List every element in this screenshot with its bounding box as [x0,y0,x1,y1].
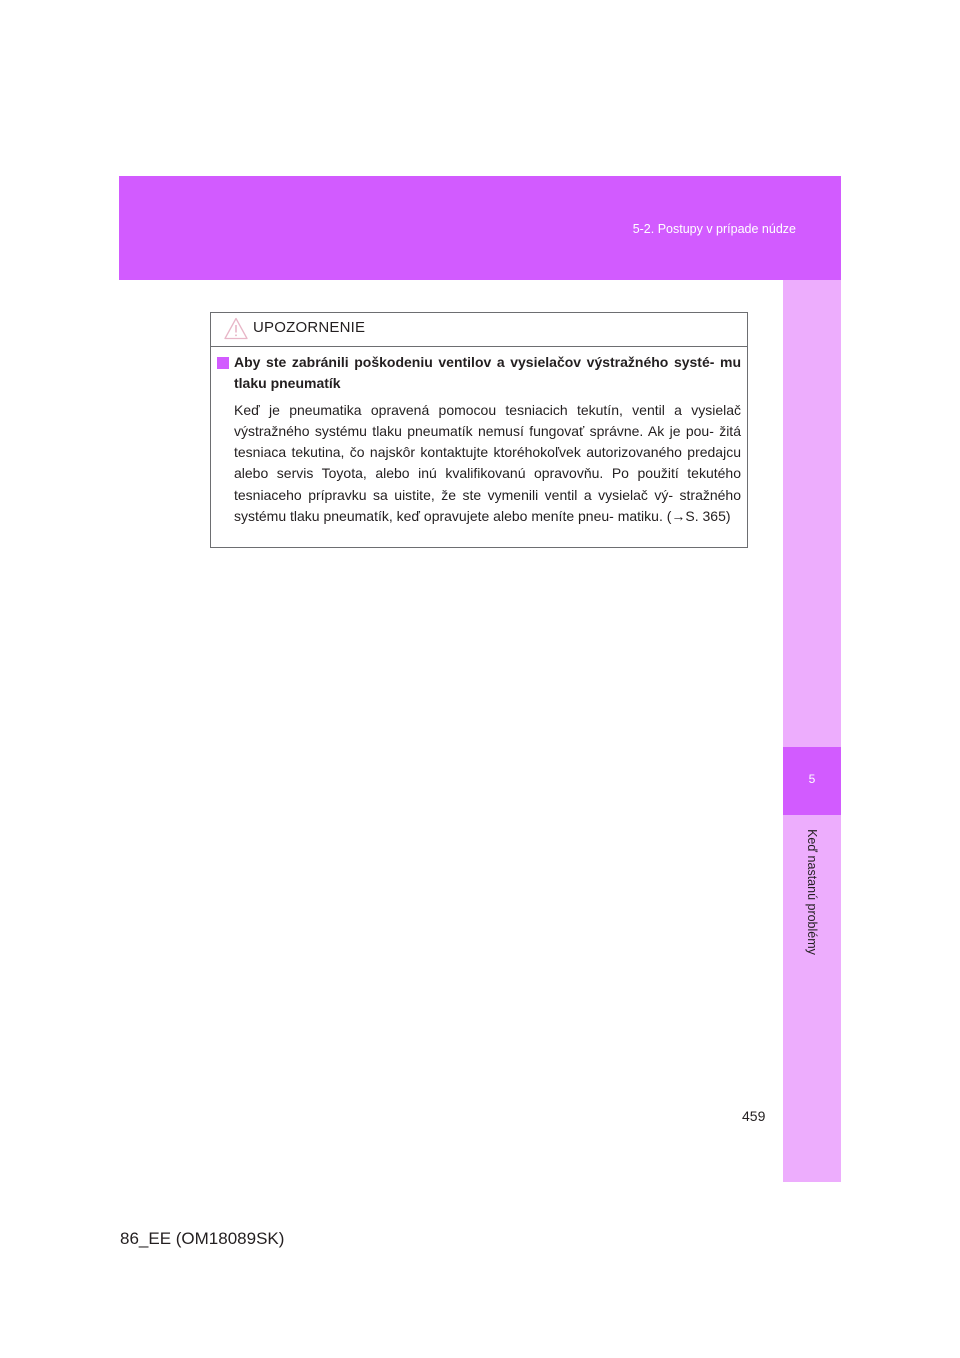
warning-box [210,312,748,548]
section-label: 5-2. Postupy v prípade núdze [632,222,796,236]
chapter-box [783,747,841,815]
warning-heading-text: Aby ste zabránili poškodeniu ventilov a vysielačov výstražného systé- mu tlaku pneumatík [234,354,741,392]
warning-triangle-icon [224,317,248,345]
warning-body [211,347,747,527]
chapter-title: Keď nastanú problémy [805,829,819,955]
warning-title: UPOZORNENIE [253,319,366,336]
chapter-number: 5 [808,772,816,786]
page-number: 459 [742,1108,766,1124]
warning-text: Keď je pneumatika opravená pomocou tesniacich tekutín, ventil a vysielač výstražného systému tlaku pneumatík nemusí fungovať správne. Ak je pou- žitá tesniaca tekutina, čo najskôr kontaktujte ktoréhokoľvek autorizovaného predajcu alebo servis Toyota, alebo inú kvalifikovanú opravovňu. Po použití tekutého tesniaceho prípravku sa uistite, že ste vymenili ventil a vysielač vý- stražného systému tlaku pneumatík, keď opravujete alebo meníte pneu- matiku. (→S. 365) [234,401,741,525]
header-band [119,176,841,280]
warning-heading [217,352,741,395]
side-tab [783,280,841,1182]
doc-code: 86_EE (OM18089SK) [120,1229,285,1248]
square-bullet-icon [217,357,229,369]
warning-header [211,313,747,347]
